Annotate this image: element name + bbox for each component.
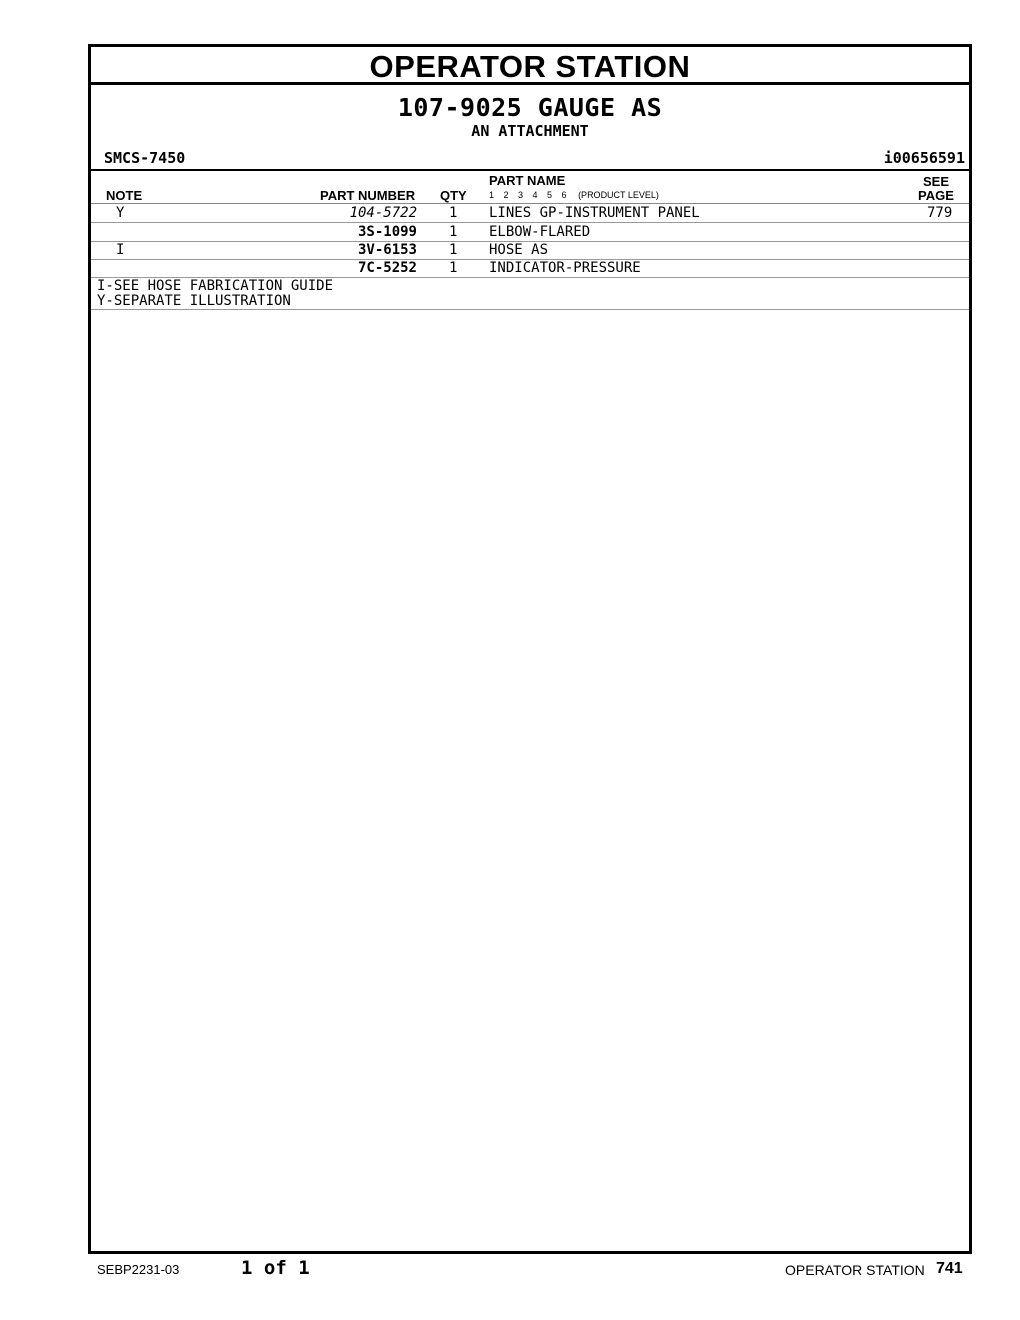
header-qty: QTY bbox=[440, 188, 467, 203]
page-frame bbox=[88, 44, 972, 1254]
header-note: NOTE bbox=[106, 188, 143, 203]
group-subtitle: AN ATTACHMENT bbox=[471, 122, 589, 140]
row-part-name: LINES GP-INSTRUMENT PANEL bbox=[489, 205, 700, 221]
row-note: Y bbox=[116, 205, 125, 221]
table-row bbox=[91, 204, 969, 223]
product-level-numbers: 1 2 3 4 5 6 bbox=[489, 190, 567, 200]
footer-doc-number: SEBP2231-03 bbox=[97, 1262, 180, 1277]
row-see-page[interactable]: 779 bbox=[927, 205, 953, 221]
header-product-levels bbox=[489, 190, 659, 200]
footnotes bbox=[97, 279, 333, 309]
row-note: I bbox=[116, 242, 125, 258]
row-part-number[interactable]: 104-5722 bbox=[349, 205, 417, 221]
header-page: PAGE bbox=[918, 188, 954, 203]
row-part-name: INDICATOR-PRESSURE bbox=[489, 260, 641, 276]
row-part-number: 7C-5252 bbox=[357, 260, 417, 276]
divider bbox=[91, 309, 969, 310]
footer-section: OPERATOR STATION bbox=[785, 1262, 925, 1278]
group-title: 107-9025 GAUGE AS bbox=[397, 93, 663, 122]
footnote: I-SEE HOSE FABRICATION GUIDE bbox=[97, 278, 334, 294]
footnote: Y-SEPARATE ILLUSTRATION bbox=[97, 293, 291, 309]
header-part-number: PART NUMBER bbox=[320, 188, 416, 203]
divider bbox=[91, 169, 969, 171]
row-qty: 1 bbox=[449, 260, 458, 276]
row-part-name: ELBOW-FLARED bbox=[489, 224, 591, 240]
row-qty: 1 bbox=[449, 242, 458, 258]
row-qty: 1 bbox=[449, 205, 458, 221]
header-see: SEE bbox=[922, 174, 949, 189]
product-level-label: (PRODUCT LEVEL) bbox=[578, 190, 659, 200]
row-part-name: HOSE AS bbox=[489, 242, 549, 258]
header-part-name: PART NAME bbox=[489, 173, 566, 188]
section-title: OPERATOR STATION bbox=[91, 47, 969, 85]
table-row bbox=[91, 259, 969, 278]
smcs-code: SMCS-7450 bbox=[104, 149, 186, 167]
table-row bbox=[91, 223, 969, 242]
row-qty: 1 bbox=[449, 224, 458, 240]
table-row bbox=[91, 241, 969, 260]
footer-page-number: 741 bbox=[936, 1260, 963, 1277]
row-part-number: 3S-1099 bbox=[357, 224, 417, 240]
illustration-id: i00656591 bbox=[883, 149, 965, 167]
footer-page-count: 1 of 1 bbox=[241, 1257, 310, 1279]
row-part-number: 3V-6153 bbox=[357, 242, 417, 258]
